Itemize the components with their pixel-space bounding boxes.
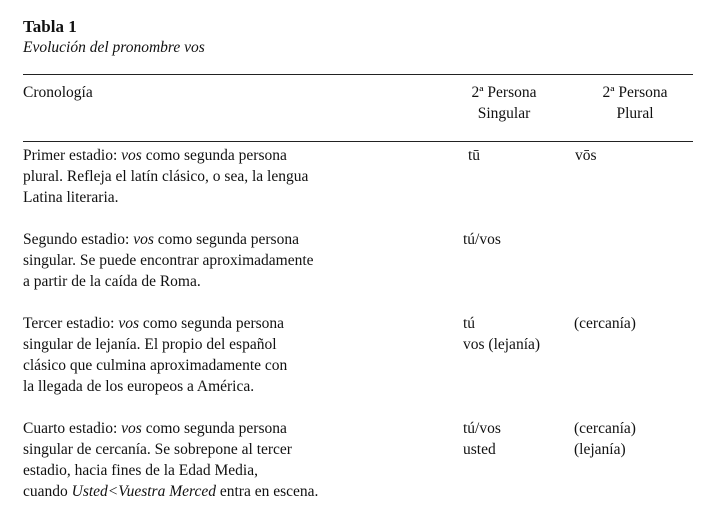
desc-line: a partir de la caída de Roma. bbox=[23, 273, 201, 290]
header-singular-line2: Singular bbox=[477, 105, 531, 122]
singular-form: tú/vos bbox=[463, 231, 501, 248]
desc-line: singular de cercanía. Se sobrepone al tercer bbox=[23, 441, 292, 458]
header-chronology: Cronología bbox=[23, 84, 93, 101]
desc-line: Tercer estadio: vos como segunda persona bbox=[23, 315, 285, 332]
row-plural bbox=[574, 418, 636, 460]
desc-line: Segundo estadio: vos como segunda persona bbox=[23, 231, 299, 248]
row-description bbox=[23, 145, 423, 208]
desc-line: la llegada de los europeos a América. bbox=[23, 378, 255, 395]
plural-form: vōs bbox=[575, 147, 597, 164]
plural-form: (cercanía) bbox=[574, 420, 636, 437]
desc-line: plural. Refleja el latín clásico, o sea, la lengua bbox=[23, 168, 309, 185]
desc-line: Latina literaria. bbox=[23, 189, 119, 206]
header-plural bbox=[580, 82, 690, 124]
singular-form: vos (lejanía) bbox=[463, 336, 541, 353]
top-rule bbox=[23, 74, 693, 75]
desc-line: clásico que culmina aproximadamente con bbox=[23, 357, 288, 374]
row-plural bbox=[575, 145, 597, 166]
singular-form: tú bbox=[463, 315, 476, 332]
desc-line: Cuarto estadio: vos como segunda persona bbox=[23, 420, 287, 437]
row-description bbox=[23, 418, 423, 502]
table-subtitle: Evolución del pronombre vos bbox=[23, 39, 205, 56]
table-title: Tabla 1 bbox=[23, 17, 77, 36]
row-singular bbox=[468, 145, 480, 166]
desc-line: singular. Se puede encontrar aproximadamente bbox=[23, 252, 314, 269]
plural-form: (lejanía) bbox=[574, 441, 626, 458]
header-singular bbox=[454, 82, 554, 124]
row-description bbox=[23, 313, 423, 397]
singular-form: usted bbox=[463, 441, 496, 458]
row-description bbox=[23, 229, 423, 292]
row-singular bbox=[463, 313, 540, 355]
singular-form: tū bbox=[468, 147, 481, 164]
singular-form: tú/vos bbox=[463, 420, 501, 437]
desc-line: cuando Usted<Vuestra Merced entra en escena. bbox=[23, 483, 319, 500]
header-plural-line1: 2ª Persona bbox=[602, 84, 668, 101]
header-singular-line1: 2ª Persona bbox=[471, 84, 537, 101]
row-singular bbox=[463, 229, 501, 250]
desc-line: Primer estadio: vos como segunda persona bbox=[23, 147, 287, 164]
desc-line: estadio, hacia fines de la Edad Media, bbox=[23, 462, 258, 479]
plural-form: (cercanía) bbox=[574, 315, 636, 332]
row-plural bbox=[574, 313, 636, 334]
desc-line: singular de lejanía. El propio del español bbox=[23, 336, 277, 353]
row-singular bbox=[463, 418, 501, 460]
header-rule bbox=[23, 141, 693, 142]
header-plural-line2: Plural bbox=[616, 105, 654, 122]
